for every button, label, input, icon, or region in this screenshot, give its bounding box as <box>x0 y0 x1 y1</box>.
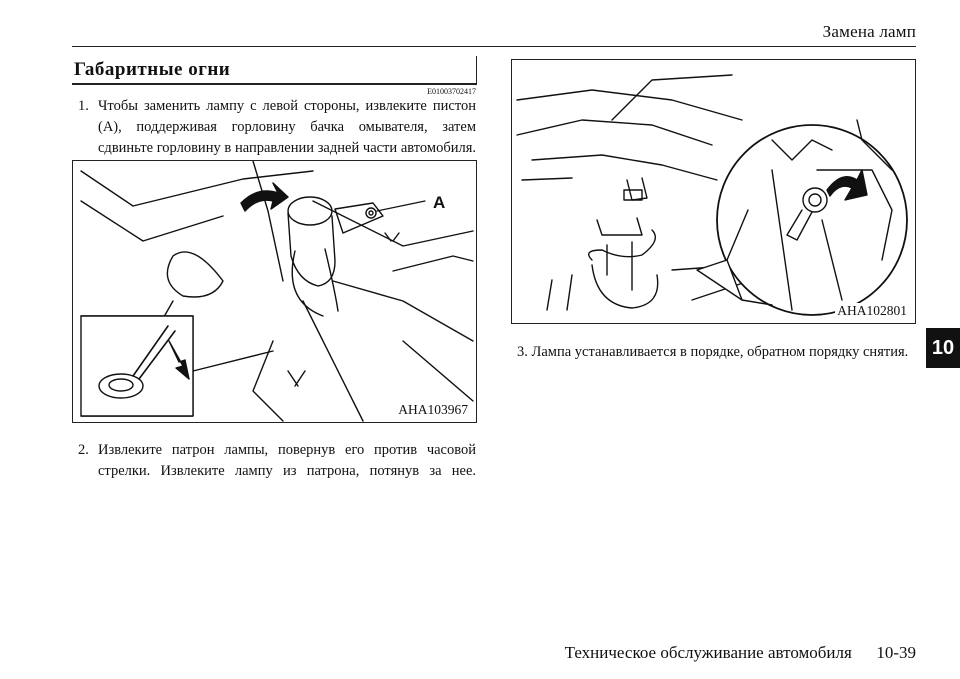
section-heading <box>72 56 477 85</box>
step-number: 2. <box>78 442 89 458</box>
washer-neck-illustration <box>73 161 477 423</box>
figure-code: AHA103967 <box>398 402 468 417</box>
step-text: Лампа устанавливается в порядке, обратном порядку снятия. <box>531 344 909 360</box>
header-rule <box>72 46 916 47</box>
callout-label: A <box>433 193 446 212</box>
figure-washer-neck <box>72 160 477 423</box>
step-number: 3. <box>517 344 528 360</box>
lamp-socket-illustration <box>512 60 916 324</box>
figure-lamp-socket <box>511 59 916 324</box>
page-number: 10-39 <box>876 643 916 662</box>
step-text: Чтобы заменить лампу с левой стороны, извлеките пистон (А), поддерживая горловину бачка омывателя, затем сдвиньте горловину в направлении задней части автомобиля. <box>98 98 476 156</box>
step-text: Извлеките патрон лампы, повернув его против часовой стрелки. Извлеките лампу из патрона, потянув за нее. <box>98 442 476 479</box>
section-title: Габаритные огни <box>74 59 231 80</box>
header-title: Замена ламп <box>822 22 916 41</box>
step-2 <box>78 440 476 503</box>
step-number: 1. <box>78 98 89 114</box>
step-3 <box>517 344 908 361</box>
document-code: E01003702417 <box>427 87 476 96</box>
page-footer <box>565 643 916 663</box>
footer-text: Техническое обслуживание автомобиля <box>564 643 852 662</box>
chapter-tab: 10 <box>926 328 960 368</box>
figure-code: AHA102801 <box>837 303 907 318</box>
